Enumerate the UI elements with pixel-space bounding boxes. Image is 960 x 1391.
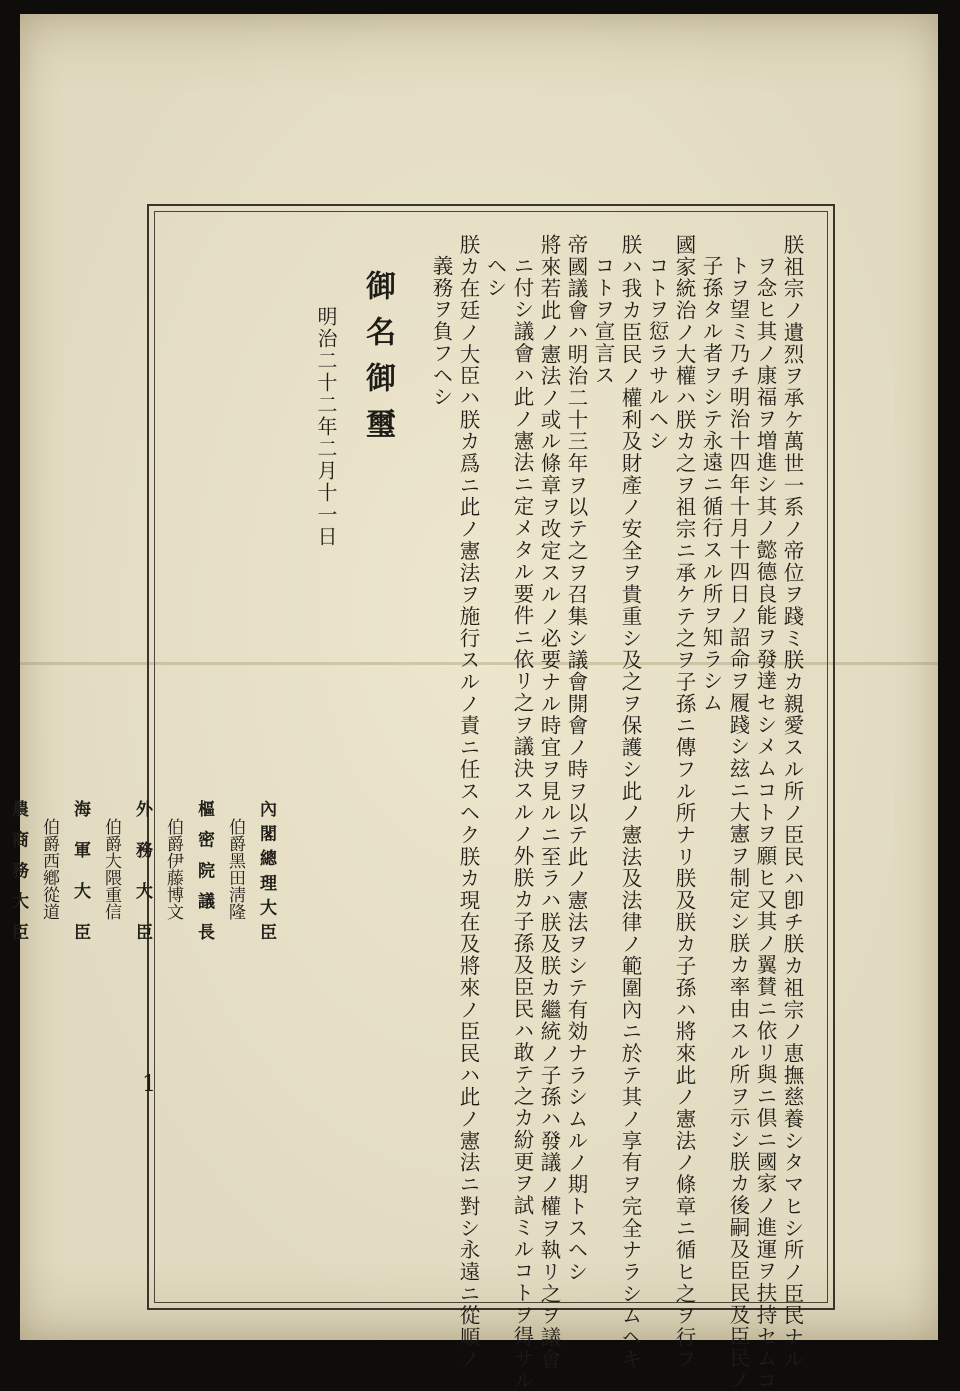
minister-signature: [0, 800, 33, 940]
preamble-line: トヲ望ミ乃チ明治十四年十月十四日ノ詔命ヲ履踐シ玆ニ大憲ヲ制定シ朕カ率由スル所ヲ示シ朕カ後嗣及臣民及臣民ノ: [726, 255, 750, 1391]
minister-title: 海軍大臣: [70, 800, 90, 940]
preamble-line: 義務ヲ負フヘシ: [429, 255, 453, 408]
preamble-line: ヘシ: [483, 255, 507, 299]
preamble-line: 將來若此ノ憲法ノ或ル條章ヲ改定スルノ必要ナル時宜ヲ見ルニ至ラハ朕及朕カ繼統ノ子孫ハ發議ノ權ヲ執リ之ヲ議會: [537, 234, 561, 1371]
vertical-text-body: [8, 234, 805, 1391]
minister-title: 農商務大臣: [8, 800, 28, 940]
text-frame-border: [8, 204, 835, 1391]
minister-name: 伯爵伊藤博文: [163, 818, 183, 920]
minister-title: 內閣總理大臣: [256, 800, 276, 940]
preamble-line: ニ付シ議會ハ此ノ憲法ニ定メタル要件ニ依リ之ヲ議決スルノ外朕カ子孫及臣民ハ敢テ之カ紛更ヲ試ミルコトヲ得サル: [510, 255, 534, 1391]
preamble-line: コトヲ愆ラサルヘシ: [645, 255, 669, 452]
minister-title: 樞密院議長: [194, 800, 214, 940]
promulgation-date: 明治二十二年二月十一日: [314, 306, 338, 548]
preamble-line: コトヲ宣言ス: [591, 255, 615, 387]
minister-signature: [33, 800, 95, 940]
preamble-line: 帝國議會ハ明治二十三年ヲ以テ之ヲ召集シ議會開會ノ時ヲ以テ此ノ憲法ヲシテ有効ナラシムルノ期トスヘシ: [564, 234, 588, 1283]
minister-title: 外務大臣: [132, 800, 152, 940]
document-page: [8, 14, 938, 1391]
minister-signature: [219, 800, 281, 940]
minister-signature: [157, 800, 219, 940]
preamble-line: 國家統治ノ大權ハ朕カ之ヲ祖宗ニ承ケテ之ヲ子孫ニ傳フル所ナリ朕及朕カ子孫ハ將來此ノ憲法ノ條章ニ循ヒ之ヲ行フ: [672, 234, 696, 1371]
minister-signature: [95, 800, 157, 940]
minister-name: [0, 818, 2, 903]
minister-countersignatures: [0, 800, 281, 940]
preamble-line: 朕祖宗ノ遺烈ヲ承ケ萬世一系ノ帝位ヲ踐ミ朕カ親愛スル所ノ臣民ハ卽チ朕カ祖宗ノ恵撫慈養シタマヒシ所ノ臣民ナル: [780, 234, 804, 1371]
preamble-line: ヲ念ヒ其ノ康福ヲ増進シ其ノ懿德良能ヲ發達セシメムコトヲ願ヒ又其ノ翼賛ニ依リ與ニ倶ニ國家ノ進運ヲ扶持セムコ: [753, 255, 777, 1391]
minister-name: 伯爵黑田淸隆: [225, 818, 245, 920]
page-number: 1: [142, 1072, 156, 1097]
minister-name: 伯爵大隈重信: [101, 818, 121, 920]
preamble-line: 子孫タル者ヲシテ永遠ニ循行スル所ヲ知ラシム: [699, 255, 723, 714]
minister-name: 伯爵西鄕從道: [39, 818, 59, 920]
imperial-signature-seal: 御名御璽: [360, 270, 395, 454]
preamble-line: 朕ハ我カ臣民ノ權利及財產ノ安全ヲ貴重シ及之ヲ保護シ此ノ憲法及法律ノ範圍內ニ於テ其ノ享有ヲ完全ナラシムヘキ: [618, 234, 642, 1371]
preamble-line: 朕カ在廷ノ大臣ハ朕カ爲ニ此ノ憲法ヲ施行スルノ責ニ任スヘク朕カ現在及將來ノ臣民ハ此ノ憲法ニ對シ永遠ニ從順ノ: [456, 234, 480, 1371]
